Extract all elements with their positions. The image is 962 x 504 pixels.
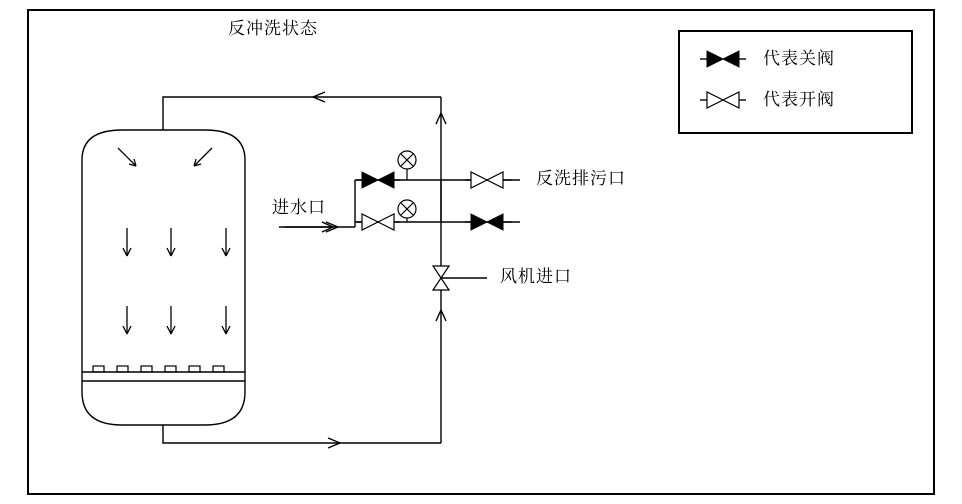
open-valve-icon[interactable]	[356, 214, 400, 230]
blower-inlet-label: 风机进口	[500, 267, 572, 286]
pipe-network	[163, 97, 520, 443]
pipe-flow-arrows	[313, 92, 446, 448]
closed-valve-icon-lower[interactable]	[465, 214, 512, 230]
backwash-drain-label: 反洗排污口	[536, 169, 626, 188]
legend-open-valve-label: 代表开阀	[763, 90, 835, 109]
outer-border	[28, 10, 934, 494]
closed-valve-icon[interactable]	[356, 172, 400, 188]
inlet-label: 进水口	[272, 198, 326, 217]
inlet-arrow-icon	[279, 222, 333, 232]
nozzle-plate	[93, 366, 224, 372]
legend-closed-valve-icon	[700, 51, 746, 67]
open-valve-icon-drain[interactable]	[465, 172, 512, 188]
legend-open-valve-icon	[700, 92, 746, 108]
legend-closed-valve-label: 代表关阀	[763, 49, 835, 68]
vessel-flow-arrows	[118, 148, 230, 334]
gauge-icon-lower	[398, 200, 416, 222]
legend-box	[679, 31, 912, 133]
gauge-icon-upper	[398, 151, 416, 180]
filter-vessel-icon	[82, 130, 245, 425]
diagram-title: 反冲洗状态	[228, 19, 318, 38]
